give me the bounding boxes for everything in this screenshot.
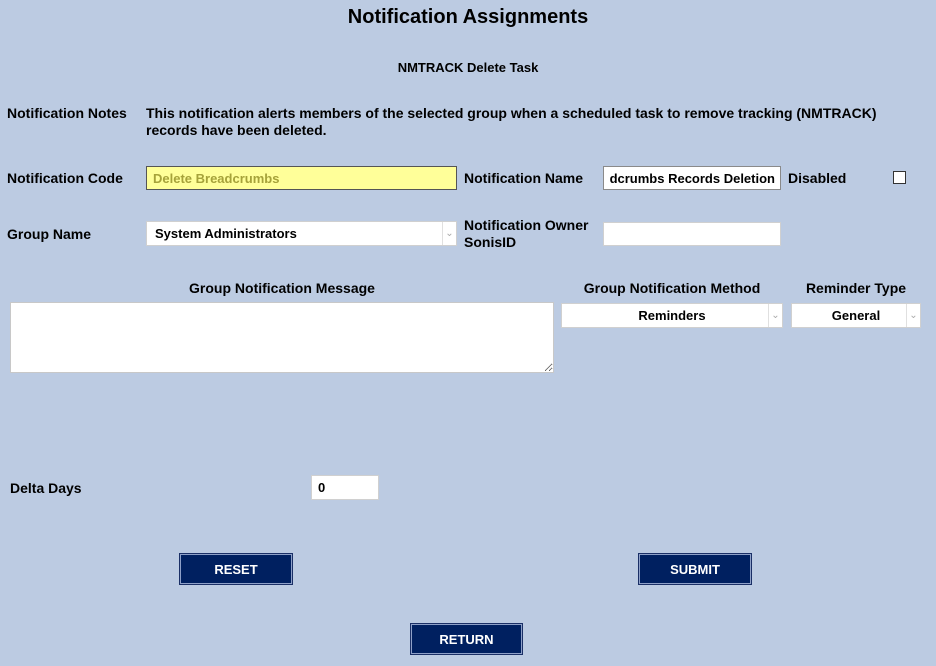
reset-button[interactable]: RESET [180,554,292,584]
reminder-type-label: Reminder Type [805,280,907,296]
submit-button[interactable]: SUBMIT [639,554,751,584]
notification-owner-label-line1: Notification Owner [464,217,589,233]
notification-owner-field[interactable] [603,222,781,246]
disabled-checkbox[interactable] [893,171,906,184]
reminder-type-select[interactable] [791,303,921,328]
disabled-label: Disabled [788,170,847,186]
group-name-value: System Administrators [155,226,297,241]
notification-code-field[interactable]: Delete Breadcrumbs [146,166,457,190]
group-method-select[interactable] [561,303,783,328]
group-name-label: Group Name [7,226,92,242]
notification-notes-label: Notification Notes [7,105,127,121]
notification-code-label: Notification Code [7,170,123,186]
reminder-type-value: General [831,308,881,323]
notification-name-field[interactable] [603,166,781,190]
notification-notes-text: This notification alerts members of the selected group when a scheduled task to remove tracking (NMTRACK) records have been deleted. [146,105,877,138]
notification-owner-label-line2: SonisID [464,234,517,250]
group-message-textarea[interactable] [10,302,554,373]
chevron-down-icon: ⌄ [906,304,920,327]
group-message-label: Group Notification Message [189,280,375,296]
return-button[interactable]: RETURN [411,624,522,654]
group-method-value: Reminders [638,308,706,323]
group-method-label: Group Notification Method [583,280,761,296]
notification-name-value: dcrumbs Records Deletion [609,170,775,186]
notification-name-label: Notification Name [464,170,584,186]
delta-days-label: Delta Days [10,480,82,496]
page-title: Notification Assignments [347,6,589,28]
chevron-down-icon: ⌄ [442,222,456,245]
page-subtitle: NMTRACK Delete Task [397,60,539,75]
chevron-down-icon: ⌄ [768,304,782,327]
delta-days-field[interactable]: 0 [311,475,379,500]
group-name-select[interactable] [146,221,457,246]
notification-owner-label [464,217,588,251]
